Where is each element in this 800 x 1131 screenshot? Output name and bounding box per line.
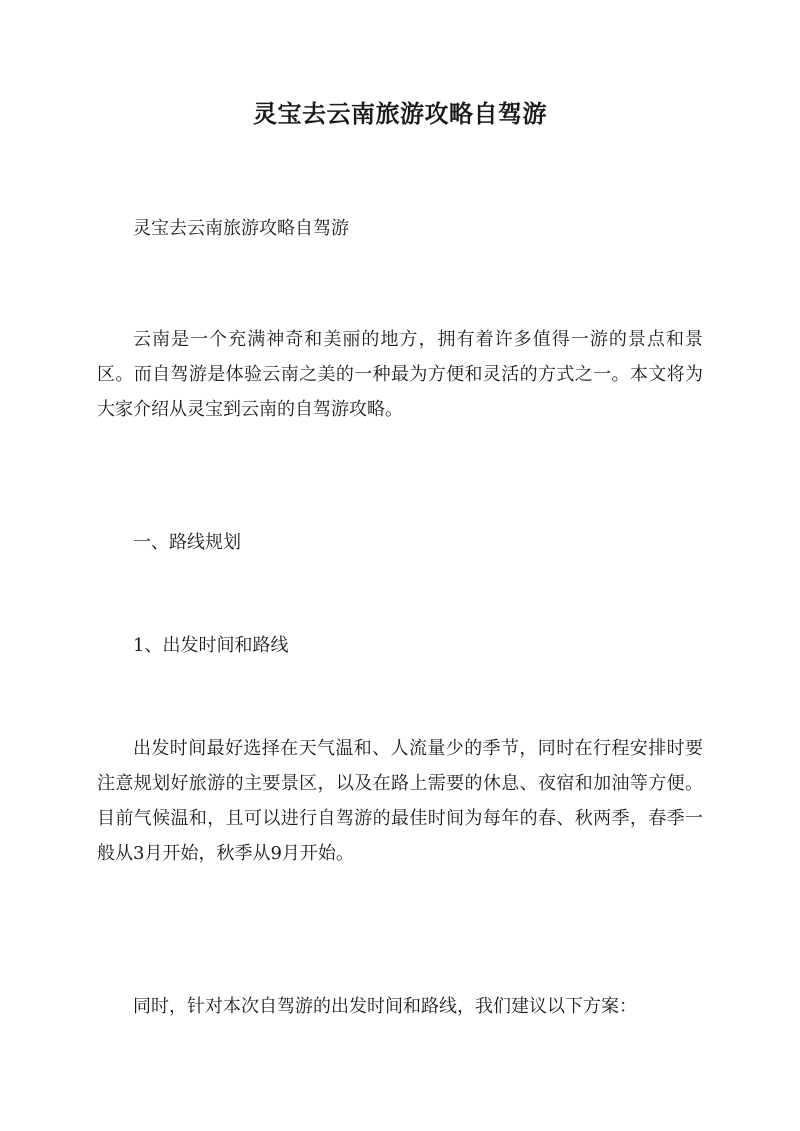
section-heading-route-planning: 一、路线规划 (133, 532, 241, 553)
subsection-heading-departure: 1、出发时间和路线 (133, 635, 289, 656)
document-title: 灵宝去云南旅游攻略自驾游 (253, 99, 547, 128)
departure-time-paragraph: 出发时间最好选择在天气温和、人流量少的季节，同时在行程安排时要注意规划好旅游的主要景区，以及在路上需要的休息、夜宿和加油等方便。目前气候温和，且可以进行自驾游的最佳时间为每年的春、秋两季，春季一般从3月开始，秋季从9月开始。 (97, 738, 703, 864)
recommendation-paragraph: 同时，针对本次自驾游的出发时间和路线，我们建议以下方案： (133, 996, 637, 1017)
subtitle-paragraph: 灵宝去云南旅游攻略自驾游 (133, 218, 349, 239)
intro-paragraph: 云南是一个充满神奇和美丽的地方，拥有着许多值得一游的景点和景区。而自驾游是体验云南之美的一种最为方便和灵活的方式之一。本文将为大家介绍从灵宝到云南的自驾游攻略。 (97, 329, 703, 420)
